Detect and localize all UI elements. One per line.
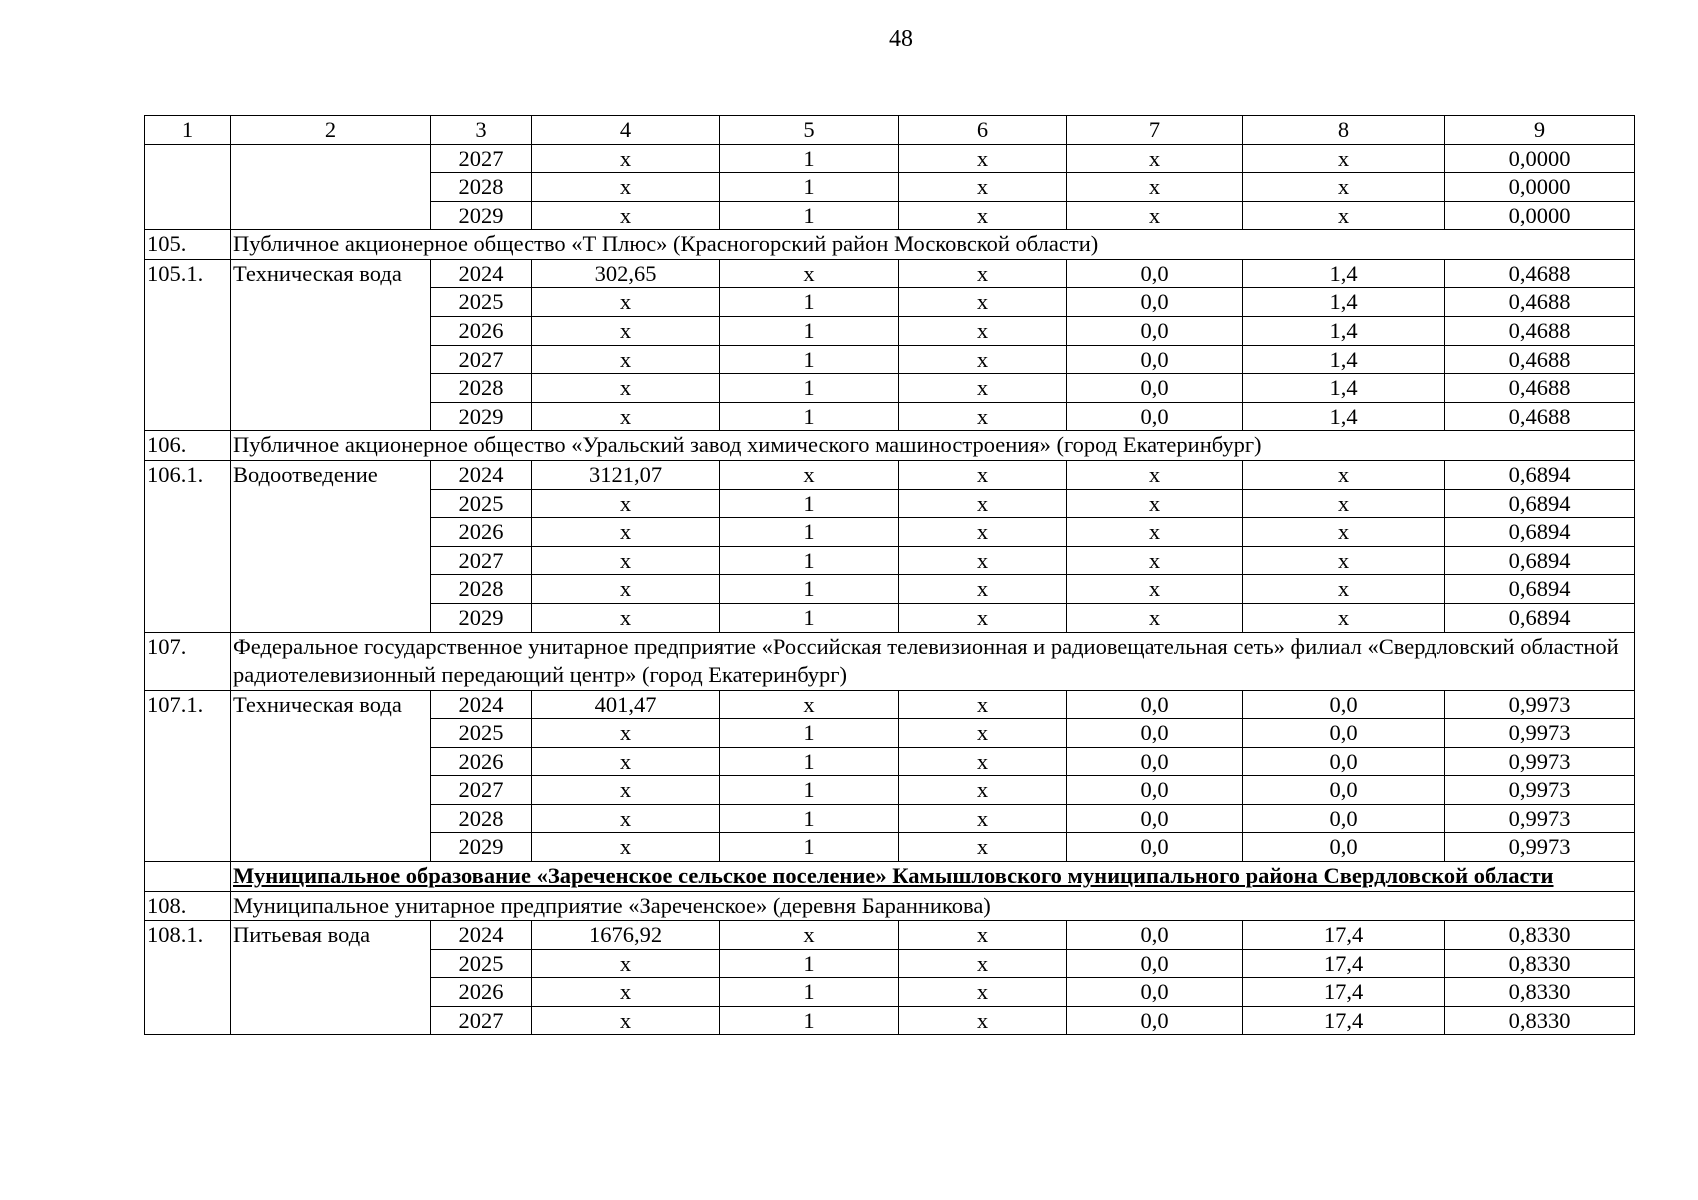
organization-name: Публичное акционерное общество «Уральский завод химического машиностроения» (город Екатеринбург): [231, 431, 1635, 461]
value-cell: 0,8330: [1445, 949, 1635, 978]
value-cell: x: [532, 1006, 720, 1035]
value-cell: 1: [720, 201, 899, 230]
value-cell: x: [1067, 489, 1243, 518]
value-cell: x: [532, 546, 720, 575]
value-cell: 1: [720, 804, 899, 833]
year-cell: 2027: [431, 1006, 532, 1035]
value-cell: 0,8330: [1445, 978, 1635, 1007]
value-cell: x: [899, 518, 1067, 547]
year-cell: 2025: [431, 949, 532, 978]
value-cell: x: [720, 460, 899, 489]
value-cell: 401,47: [532, 690, 720, 719]
value-cell: x: [899, 575, 1067, 604]
value-cell: x: [1243, 518, 1445, 547]
organization-row: [145, 632, 1635, 690]
value-cell: x: [532, 345, 720, 374]
value-cell: x: [899, 1006, 1067, 1035]
value-cell: x: [532, 719, 720, 748]
value-cell: x: [532, 776, 720, 805]
year-cell: 2028: [431, 575, 532, 604]
value-cell: 0,0: [1243, 804, 1445, 833]
value-cell: x: [899, 978, 1067, 1007]
value-cell: 0,0: [1067, 402, 1243, 431]
value-cell: 1: [720, 402, 899, 431]
value-cell: 1: [720, 949, 899, 978]
value-cell: 1: [720, 144, 899, 173]
year-cell: 2025: [431, 288, 532, 317]
row-number: 106.1.: [145, 460, 231, 632]
value-cell: 1: [720, 747, 899, 776]
value-cell: x: [899, 546, 1067, 575]
value-cell: x: [1067, 546, 1243, 575]
value-cell: x: [1243, 460, 1445, 489]
year-cell: 2028: [431, 173, 532, 202]
service-name: Техническая вода: [231, 259, 431, 431]
value-cell: 1: [720, 1006, 899, 1035]
value-cell: x: [899, 317, 1067, 346]
value-cell: 0,6894: [1445, 603, 1635, 632]
year-cell: 2024: [431, 259, 532, 288]
column-header: 8: [1243, 116, 1445, 145]
row-number: 108.1.: [145, 921, 231, 1035]
row-number: 105.1.: [145, 259, 231, 431]
value-cell: 3121,07: [532, 460, 720, 489]
value-cell: x: [899, 460, 1067, 489]
value-cell: 0,0: [1243, 747, 1445, 776]
value-cell: 0,0: [1243, 719, 1445, 748]
organization-name: Федеральное государственное унитарное предприятие «Российская телевизионная и радиовещательная сеть» филиал «Свердловский областной радиотелевизионный передающий центр» (город Екатеринбург): [231, 632, 1635, 690]
year-cell: 2024: [431, 921, 532, 950]
column-header: 7: [1067, 116, 1243, 145]
row-number: 105.: [145, 230, 231, 260]
section-row: [145, 862, 1635, 892]
value-cell: x: [899, 288, 1067, 317]
value-cell: x: [532, 489, 720, 518]
tariff-table: [144, 115, 1635, 1035]
value-cell: x: [899, 345, 1067, 374]
year-cell: 2025: [431, 719, 532, 748]
value-cell: x: [1243, 546, 1445, 575]
organization-row: [145, 891, 1635, 921]
value-cell: 0,0000: [1445, 144, 1635, 173]
value-cell: x: [899, 833, 1067, 862]
value-cell: x: [1243, 603, 1445, 632]
value-cell: 1,4: [1243, 402, 1445, 431]
value-cell: 0,0: [1243, 690, 1445, 719]
year-cell: 2024: [431, 690, 532, 719]
value-cell: 0,9973: [1445, 804, 1635, 833]
value-cell: 0,8330: [1445, 921, 1635, 950]
value-cell: x: [899, 921, 1067, 950]
service-name: Техническая вода: [231, 690, 431, 862]
row-number: 108.: [145, 891, 231, 921]
value-cell: x: [532, 603, 720, 632]
value-cell: 0,0: [1067, 804, 1243, 833]
column-header: 6: [899, 116, 1067, 145]
value-cell: x: [532, 402, 720, 431]
value-cell: 0,4688: [1445, 402, 1635, 431]
value-cell: 1: [720, 489, 899, 518]
value-cell: x: [1243, 489, 1445, 518]
year-cell: 2029: [431, 603, 532, 632]
section-title: Муниципальное образование «Зареченское сельское поселение» Камышловского муниципального района Свердловской области: [231, 862, 1635, 892]
value-cell: x: [720, 690, 899, 719]
value-cell: 0,4688: [1445, 317, 1635, 346]
value-cell: 0,0: [1067, 747, 1243, 776]
value-cell: x: [532, 201, 720, 230]
value-cell: 0,0: [1243, 833, 1445, 862]
value-cell: 1: [720, 345, 899, 374]
value-cell: 0,0: [1067, 259, 1243, 288]
column-header: 2: [231, 116, 431, 145]
value-cell: 0,0: [1067, 719, 1243, 748]
year-cell: 2024: [431, 460, 532, 489]
value-cell: 0,0: [1067, 317, 1243, 346]
value-cell: x: [532, 374, 720, 403]
empty-cell: [145, 144, 231, 230]
value-cell: x: [899, 402, 1067, 431]
value-cell: x: [532, 747, 720, 776]
value-cell: 1: [720, 719, 899, 748]
organization-row: [145, 230, 1635, 260]
value-cell: x: [899, 747, 1067, 776]
year-cell: 2027: [431, 546, 532, 575]
value-cell: 0,4688: [1445, 259, 1635, 288]
value-cell: 0,0: [1067, 921, 1243, 950]
value-cell: 1: [720, 173, 899, 202]
value-cell: x: [720, 921, 899, 950]
value-cell: 0,0: [1067, 374, 1243, 403]
value-cell: 0,0: [1243, 776, 1445, 805]
value-cell: x: [532, 978, 720, 1007]
value-cell: x: [720, 259, 899, 288]
value-cell: x: [899, 776, 1067, 805]
value-cell: 0,9973: [1445, 776, 1635, 805]
year-cell: 2029: [431, 402, 532, 431]
column-header: 5: [720, 116, 899, 145]
year-cell: 2027: [431, 144, 532, 173]
page-number: 48: [889, 26, 913, 52]
value-cell: x: [899, 804, 1067, 833]
value-cell: 0,0: [1067, 690, 1243, 719]
year-cell: 2026: [431, 518, 532, 547]
value-cell: 0,4688: [1445, 288, 1635, 317]
value-cell: 1,4: [1243, 288, 1445, 317]
value-cell: 0,0: [1067, 345, 1243, 374]
year-cell: 2026: [431, 978, 532, 1007]
year-cell: 2027: [431, 776, 532, 805]
value-cell: 1: [720, 374, 899, 403]
value-cell: x: [899, 259, 1067, 288]
value-cell: 0,9973: [1445, 719, 1635, 748]
value-cell: x: [1067, 173, 1243, 202]
value-cell: 1: [720, 518, 899, 547]
value-cell: 17,4: [1243, 1006, 1445, 1035]
year-cell: 2026: [431, 747, 532, 776]
column-header: 9: [1445, 116, 1635, 145]
value-cell: x: [1243, 575, 1445, 604]
value-cell: 17,4: [1243, 921, 1445, 950]
table-row: [145, 259, 1635, 288]
value-cell: x: [532, 575, 720, 604]
value-cell: x: [1067, 460, 1243, 489]
organization-name: Публичное акционерное общество «Т Плюс» (Красногорский район Московской области): [231, 230, 1635, 260]
value-cell: x: [1067, 575, 1243, 604]
value-cell: x: [532, 288, 720, 317]
value-cell: x: [1067, 201, 1243, 230]
value-cell: 1: [720, 575, 899, 604]
value-cell: x: [1243, 173, 1445, 202]
value-cell: x: [1243, 201, 1445, 230]
column-header: 3: [431, 116, 532, 145]
value-cell: x: [899, 719, 1067, 748]
value-cell: 1: [720, 317, 899, 346]
value-cell: 17,4: [1243, 949, 1445, 978]
value-cell: x: [899, 603, 1067, 632]
year-cell: 2029: [431, 833, 532, 862]
organization-row: [145, 431, 1635, 461]
value-cell: 0,0: [1067, 1006, 1243, 1035]
value-cell: 1: [720, 776, 899, 805]
value-cell: 0,6894: [1445, 518, 1635, 547]
value-cell: 17,4: [1243, 978, 1445, 1007]
year-cell: 2025: [431, 489, 532, 518]
value-cell: x: [532, 949, 720, 978]
table-row: [145, 690, 1635, 719]
value-cell: 0,0: [1067, 833, 1243, 862]
value-cell: 0,6894: [1445, 546, 1635, 575]
value-cell: 1676,92: [532, 921, 720, 950]
value-cell: 1,4: [1243, 259, 1445, 288]
row-number: 106.: [145, 431, 231, 461]
value-cell: 1,4: [1243, 317, 1445, 346]
value-cell: 0,6894: [1445, 489, 1635, 518]
value-cell: x: [532, 317, 720, 346]
table-row: [145, 460, 1635, 489]
value-cell: x: [532, 833, 720, 862]
row-number: 107.1.: [145, 690, 231, 862]
organization-name: Муниципальное унитарное предприятие «Зареченское» (деревня Баранникова): [231, 891, 1635, 921]
value-cell: 0,8330: [1445, 1006, 1635, 1035]
column-header: 1: [145, 116, 231, 145]
value-cell: 0,0: [1067, 288, 1243, 317]
value-cell: x: [1067, 603, 1243, 632]
value-cell: x: [532, 518, 720, 547]
table-row: [145, 921, 1635, 950]
empty-cell: [231, 144, 431, 230]
value-cell: 0,4688: [1445, 345, 1635, 374]
value-cell: 1: [720, 288, 899, 317]
value-cell: x: [899, 489, 1067, 518]
value-cell: 0,9973: [1445, 833, 1635, 862]
value-cell: x: [1067, 518, 1243, 547]
service-name: Водоотведение: [231, 460, 431, 632]
value-cell: x: [899, 201, 1067, 230]
value-cell: 0,9973: [1445, 690, 1635, 719]
value-cell: x: [532, 804, 720, 833]
value-cell: x: [1243, 144, 1445, 173]
table-row: [145, 144, 1635, 173]
value-cell: 1: [720, 603, 899, 632]
row-number: 107.: [145, 632, 231, 690]
year-cell: 2027: [431, 345, 532, 374]
value-cell: 0,6894: [1445, 460, 1635, 489]
value-cell: 0,0: [1067, 949, 1243, 978]
year-cell: 2029: [431, 201, 532, 230]
value-cell: 0,9973: [1445, 747, 1635, 776]
value-cell: 1,4: [1243, 345, 1445, 374]
value-cell: 0,0: [1067, 776, 1243, 805]
value-cell: 1,4: [1243, 374, 1445, 403]
value-cell: 0,0000: [1445, 201, 1635, 230]
value-cell: x: [899, 374, 1067, 403]
value-cell: x: [532, 173, 720, 202]
year-cell: 2028: [431, 374, 532, 403]
value-cell: 1: [720, 546, 899, 575]
value-cell: x: [1067, 144, 1243, 173]
year-cell: 2028: [431, 804, 532, 833]
value-cell: x: [899, 173, 1067, 202]
value-cell: 0,4688: [1445, 374, 1635, 403]
value-cell: 0,0: [1067, 978, 1243, 1007]
value-cell: x: [532, 144, 720, 173]
table-header-row: [145, 116, 1635, 145]
value-cell: 1: [720, 833, 899, 862]
value-cell: 0,0000: [1445, 173, 1635, 202]
value-cell: 0,6894: [1445, 575, 1635, 604]
value-cell: x: [899, 144, 1067, 173]
year-cell: 2026: [431, 317, 532, 346]
row-number: [145, 862, 231, 892]
service-name: Питьевая вода: [231, 921, 431, 1035]
value-cell: x: [899, 949, 1067, 978]
value-cell: 1: [720, 978, 899, 1007]
value-cell: x: [899, 690, 1067, 719]
column-header: 4: [532, 116, 720, 145]
value-cell: 302,65: [532, 259, 720, 288]
